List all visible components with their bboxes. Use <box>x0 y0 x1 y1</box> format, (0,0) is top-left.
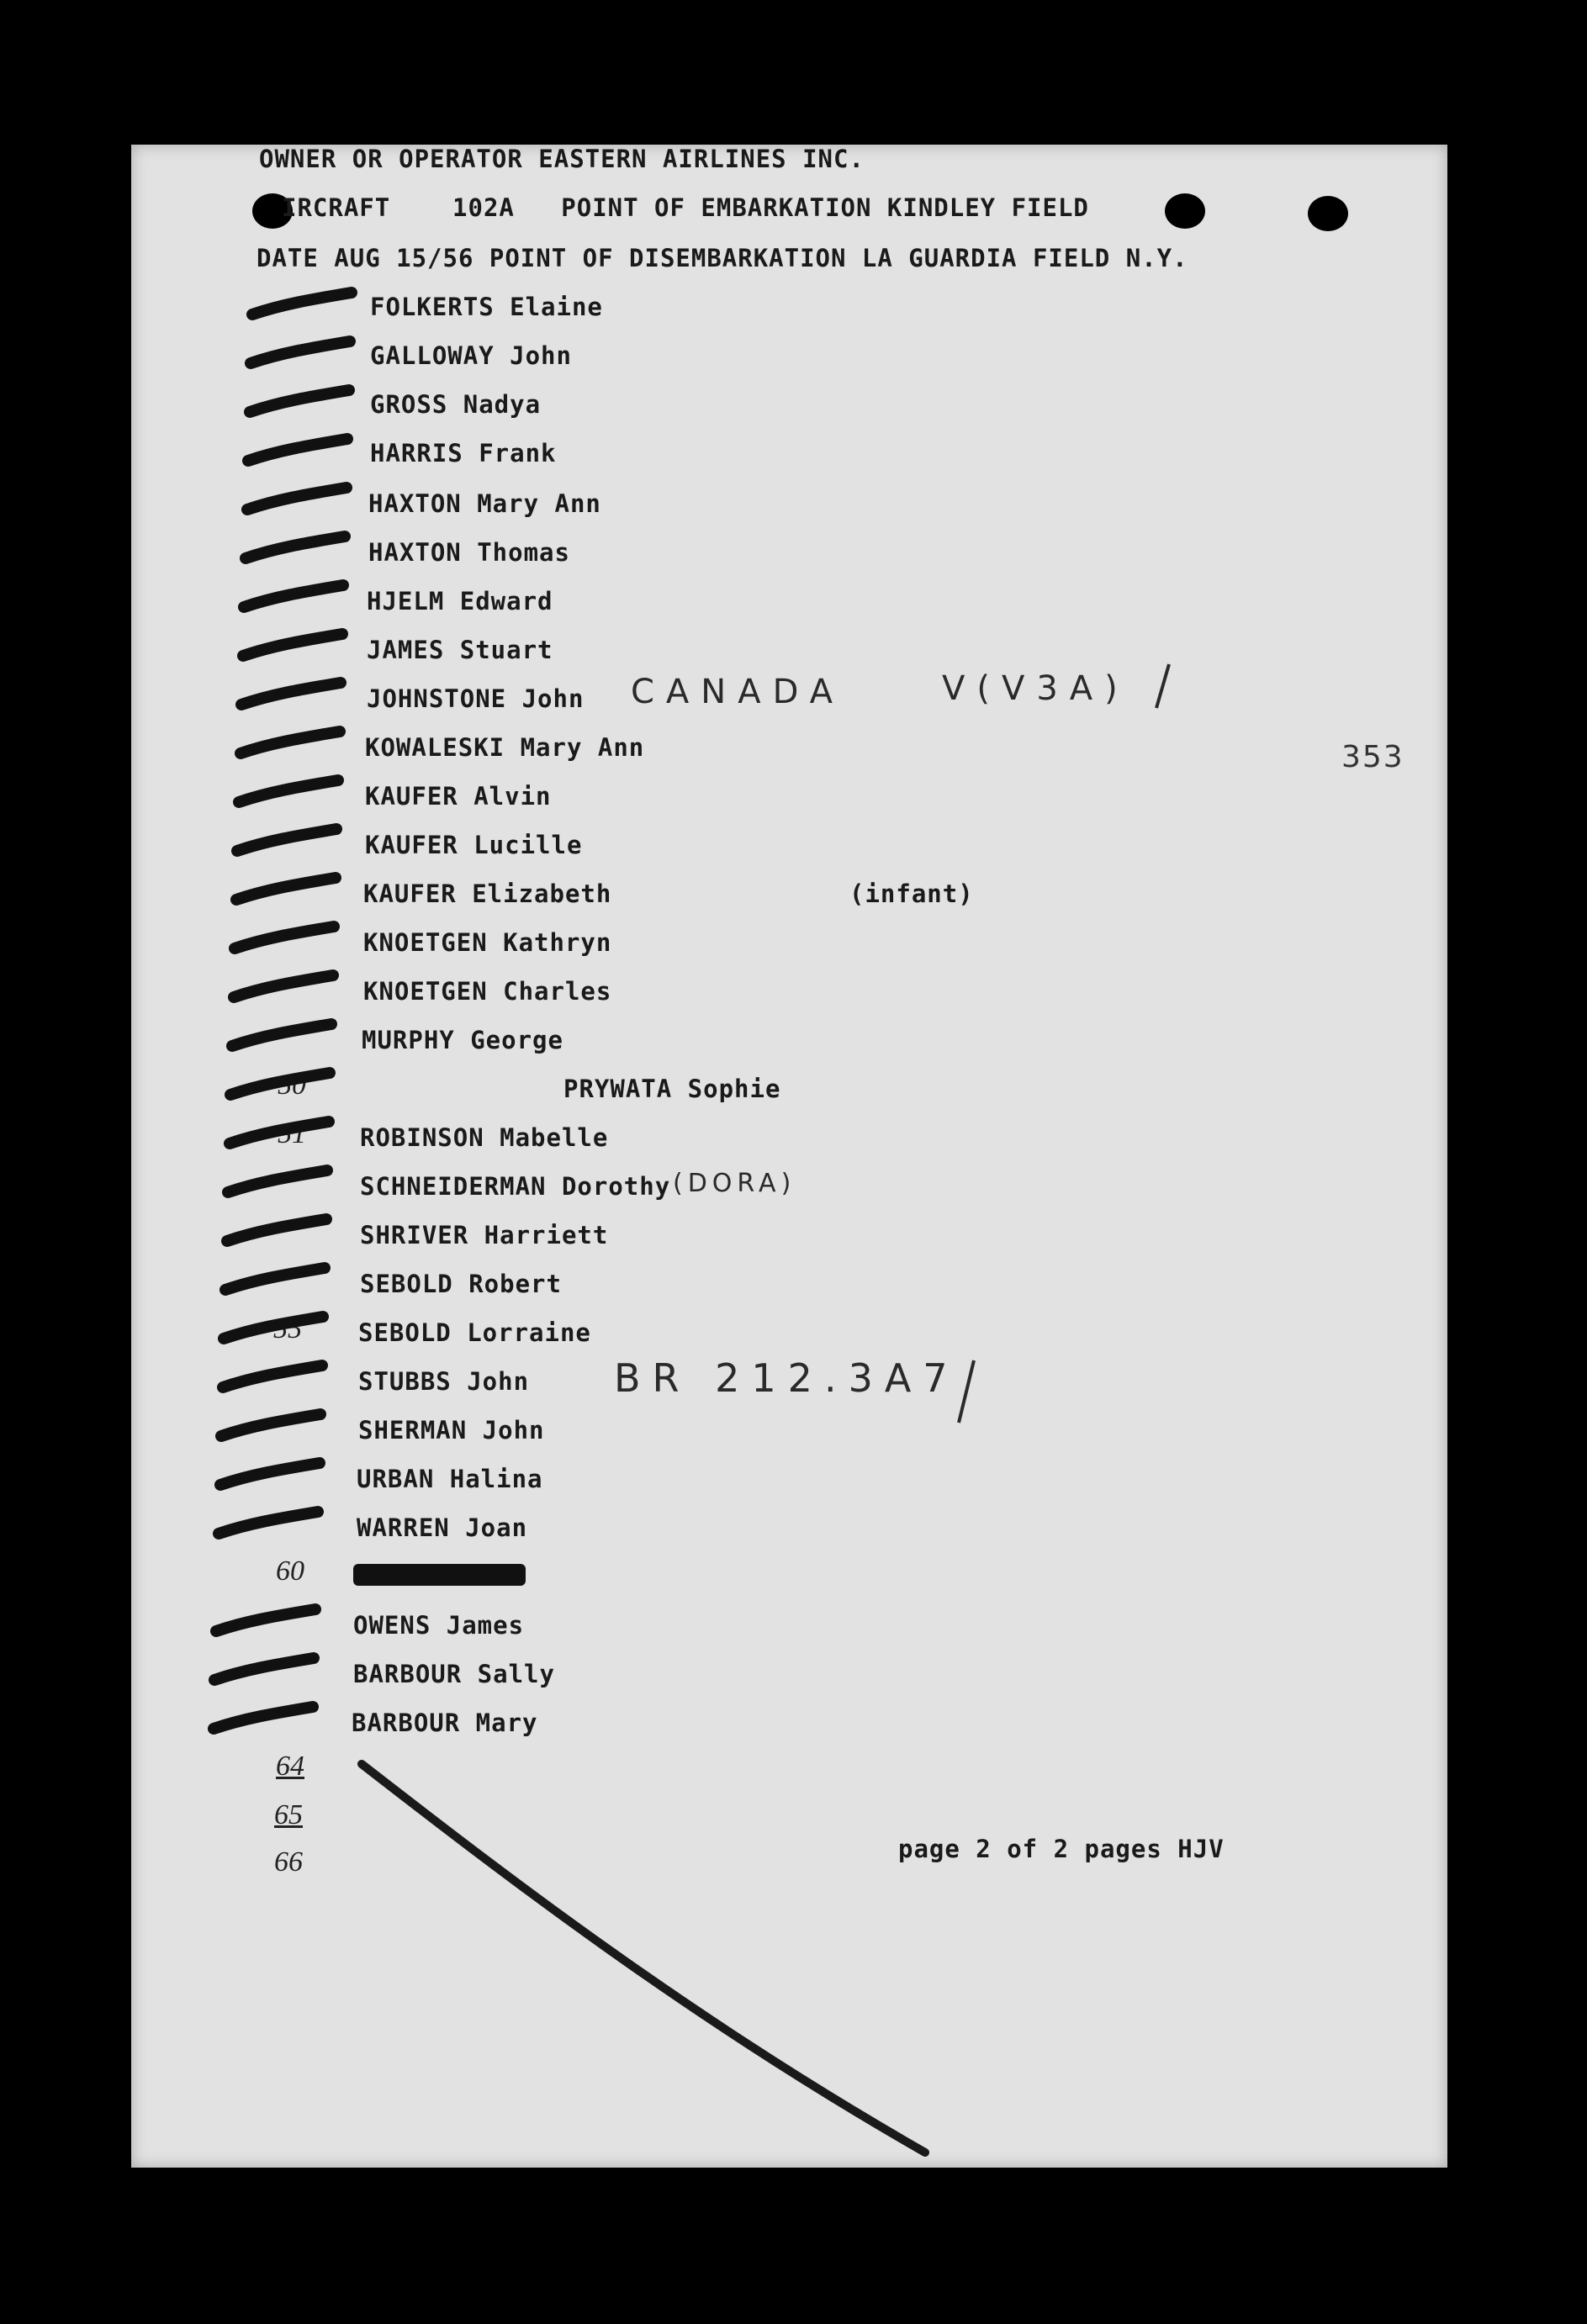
passenger-name: MURPHY George <box>362 1026 563 1054</box>
passenger-name: FOLKERTS Elaine <box>370 293 603 321</box>
page-footer: page 2 of 2 pages HJV <box>898 1835 1225 1863</box>
passenger-name: KAUFER Elizabeth <box>363 879 612 908</box>
passenger-name: SEBOLD Lorraine <box>358 1318 591 1347</box>
punch-hole-right <box>1308 196 1348 231</box>
passenger-name: KNOETGEN Charles <box>363 977 612 1006</box>
visa-note: V(V3A) <box>942 669 1129 708</box>
stamp-number: 353 <box>1341 740 1404 774</box>
passenger-name: HAXTON Mary Ann <box>368 489 601 518</box>
row-number-60: 60 <box>276 1555 304 1587</box>
passenger-name: WARREN Joan <box>357 1513 528 1542</box>
passenger-name: HJELM Edward <box>367 587 553 615</box>
passenger-name: HAXTON Thomas <box>368 538 570 567</box>
passenger-name: SHRIVER Harriett <box>360 1221 609 1249</box>
passenger-name: URBAN Halina <box>357 1465 543 1493</box>
passenger-name: HARRIS Frank <box>370 439 557 467</box>
passenger-name: KAUFER Alvin <box>365 782 552 811</box>
manifest-page <box>131 145 1447 2168</box>
passenger-name: KAUFER Lucille <box>365 831 583 859</box>
row-number-50: 50 <box>278 1070 306 1101</box>
row-number-64: 64 <box>276 1751 304 1782</box>
passenger-name: KNOETGEN Kathryn <box>363 928 612 957</box>
passenger-name: JOHNSTONE John <box>367 684 585 713</box>
passenger-name: BARBOUR Mary <box>352 1709 538 1737</box>
row-number-55: 55 <box>273 1313 302 1344</box>
passenger-name: STUBBS John <box>358 1367 530 1396</box>
header-date: DATE AUG 15/56 POINT OF DISEMBARKATION LA GUARDIA FIELD N.Y. <box>257 244 1188 272</box>
passenger-name: PRYWATA Sophie <box>563 1075 781 1103</box>
passenger-name: KOWALESKI Mary Ann <box>365 733 645 762</box>
header-owner: OWNER OR OPERATOR EASTERN AIRLINES INC. <box>259 145 865 173</box>
infant-note: (infant) <box>849 879 974 908</box>
br-code-note: BR 212.3A7 <box>614 1355 960 1401</box>
passenger-name: ROBINSON Mabelle <box>360 1123 609 1152</box>
passenger-name: GALLOWAY John <box>370 341 572 370</box>
passenger-name: SHERMAN John <box>358 1416 545 1445</box>
passenger-name: GROSS Nadya <box>370 390 542 419</box>
header-aircraft: IRCRAFT 102A POINT OF EMBARKATION KINDLEY FIELD <box>282 193 1089 222</box>
dora-note: (DORA) <box>673 1169 796 1198</box>
row-number-65: 65 <box>274 1799 303 1830</box>
passenger-name: SCHNEIDERMAN Dorothy <box>360 1172 671 1201</box>
row-number-66: 66 <box>274 1846 303 1878</box>
passenger-name: OWENS James <box>353 1611 525 1640</box>
row-number-51: 51 <box>278 1118 306 1149</box>
punch-hole-middle <box>1165 193 1205 229</box>
canada-note: CANADA <box>631 673 845 711</box>
passenger-name: BARBOUR Sally <box>353 1660 555 1688</box>
passenger-name: JAMES Stuart <box>367 636 553 664</box>
passenger-name: SEBOLD Robert <box>360 1270 562 1298</box>
